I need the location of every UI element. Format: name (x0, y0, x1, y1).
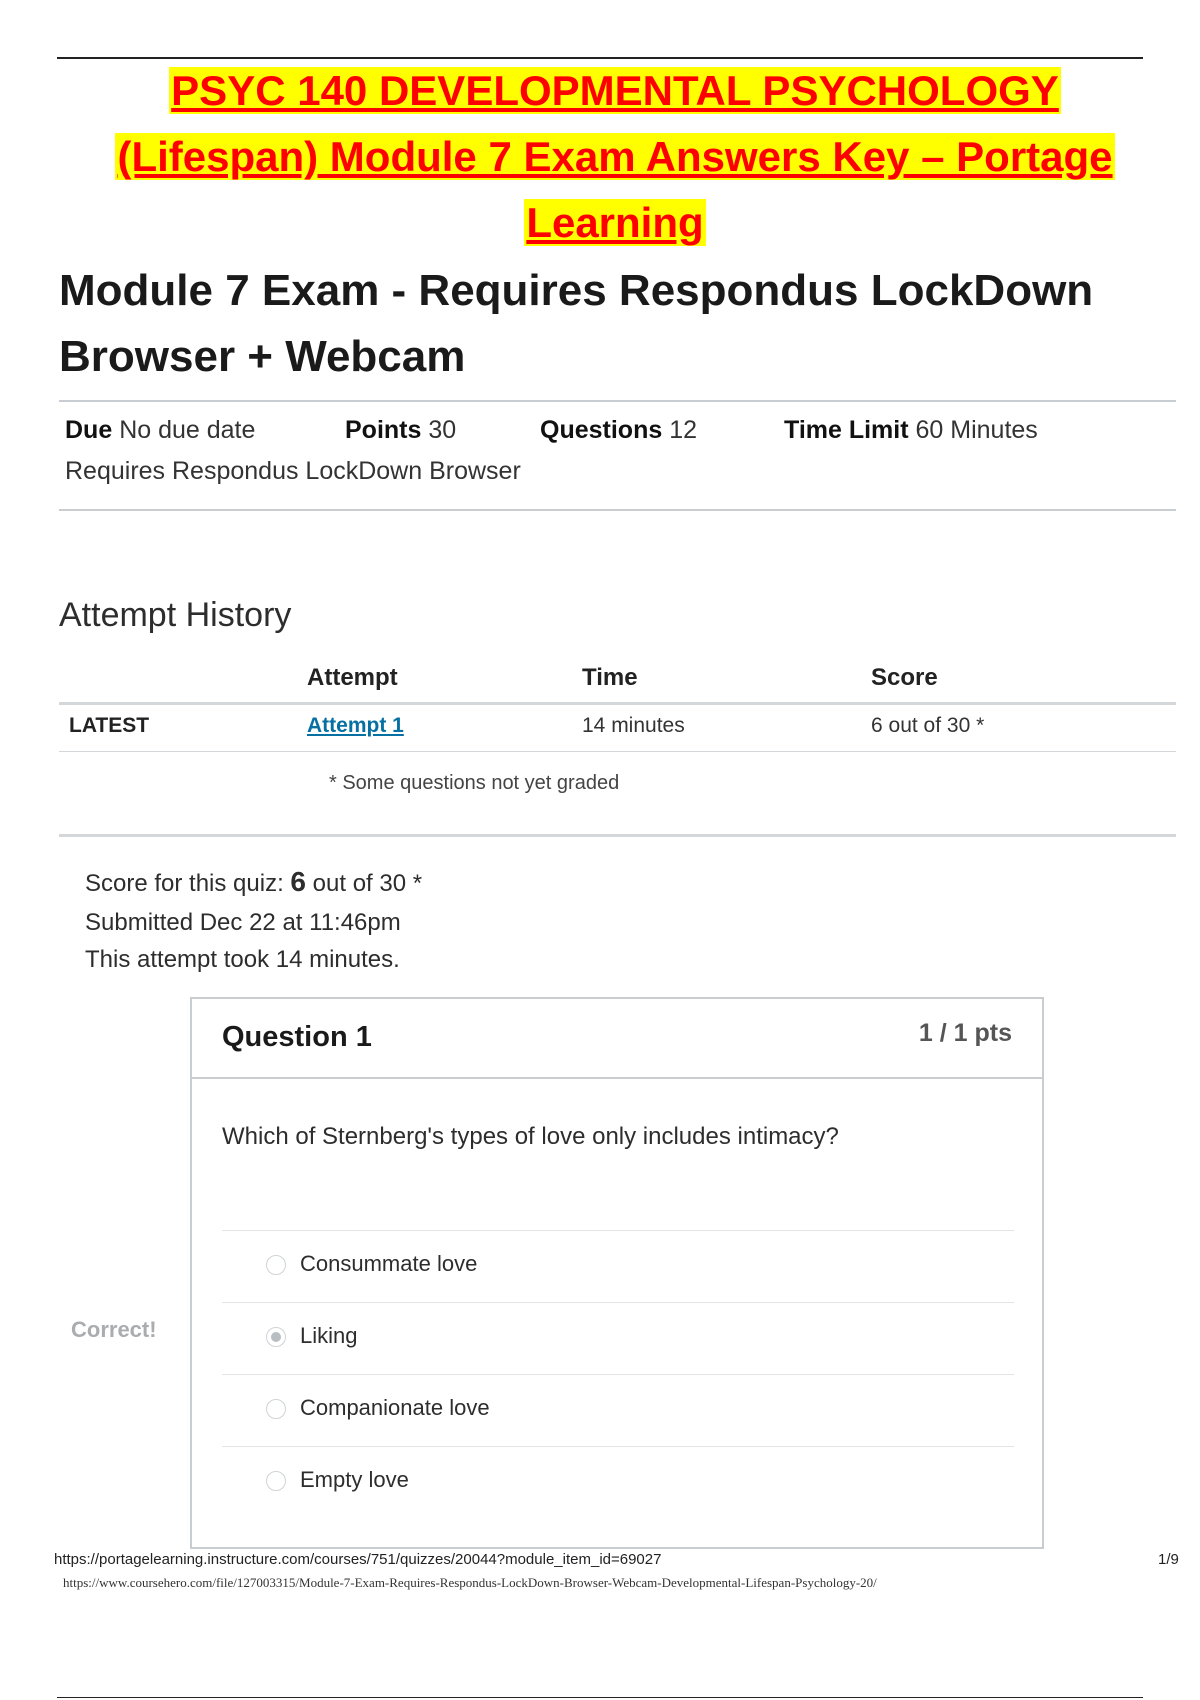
question-text: Which of Sternberg's types of love only includes intimacy? (222, 1123, 839, 1150)
meta-time-limit-value: 60 Minutes (915, 416, 1038, 444)
meta-bottom-divider (59, 509, 1176, 511)
page-title (59, 258, 1169, 390)
page-number: 1/9 (1158, 1551, 1179, 1568)
bottom-divider (57, 1697, 1143, 1698)
meta-points-value: 30 (428, 416, 457, 444)
answer-option[interactable] (222, 1230, 1014, 1303)
question-title: Question 1 (222, 1021, 372, 1053)
answer-label: Liking (300, 1323, 358, 1348)
print-url-footer: https://portagelearning.instructure.com/courses/751/quizzes/20044?module_item_id=69027 (54, 1551, 662, 1568)
meta-time-limit-label: Time Limit (784, 416, 909, 444)
answer-label: Companionate love (300, 1395, 490, 1420)
radio-button-selected-icon[interactable] (266, 1327, 286, 1347)
column-header-time: Time (582, 664, 638, 691)
meta-questions-value: 12 (669, 416, 698, 444)
attempt-row-tag: LATEST (69, 714, 150, 737)
answer-option-selected[interactable] (222, 1302, 1014, 1375)
meta-points-label: Points (345, 416, 422, 444)
attempt-row-time: 14 minutes (582, 714, 685, 737)
answer-label: Consummate love (300, 1251, 478, 1276)
attempt-history-title: Attempt History (59, 596, 292, 634)
history-bottom-divider (59, 834, 1176, 837)
meta-due (65, 416, 255, 445)
banner-line-1: PSYC 140 DEVELOPMENTAL PSYCHOLOGY (171, 67, 1059, 114)
meta-requirement: Requires Respondus LockDown Browser (65, 457, 521, 485)
score-value: 6 (290, 866, 306, 897)
page-title-line-1: Module 7 Exam - Requires Respondus LockDown (59, 266, 1094, 315)
banner-line-2: (Lifespan) Module 7 Exam Answers Key – Portage (117, 133, 1113, 180)
table-header-divider (59, 702, 1176, 705)
meta-due-value: No due date (119, 416, 256, 444)
column-header-score: Score (871, 664, 938, 691)
column-header-attempt: Attempt (307, 664, 398, 691)
source-url-footer: https://www.coursehero.com/file/127003315/Module-7-Exam-Requires-Respondus-LockDown-Browser-Webcam-Developmental-Lifespan-Psychology-20/ (63, 1575, 877, 1590)
answer-label: Empty love (300, 1467, 409, 1492)
grading-note: * Some questions not yet graded (329, 772, 620, 794)
radio-button-icon[interactable] (266, 1471, 286, 1491)
attempt-duration: This attempt took 14 minutes. (85, 946, 400, 973)
banner-line-3: Learning (526, 199, 704, 246)
answer-option[interactable] (222, 1446, 1014, 1519)
meta-time-limit (784, 416, 1038, 445)
attempt-1-link[interactable]: Attempt 1 (307, 714, 404, 737)
question-card (190, 997, 1044, 1549)
correct-feedback-label: Correct! (71, 1317, 157, 1342)
attempt-row-score: 6 out of 30 * (871, 714, 985, 737)
page-title-line-2: Browser + Webcam (59, 332, 466, 381)
submitted-timestamp: Submitted Dec 22 at 11:46pm (85, 909, 401, 936)
radio-button-icon[interactable] (266, 1255, 286, 1275)
meta-points (345, 416, 456, 445)
table-row-divider (59, 751, 1176, 752)
score-suffix: out of 30 * (312, 870, 423, 897)
quiz-score-summary (85, 866, 422, 898)
meta-questions (540, 416, 697, 445)
radio-button-icon[interactable] (266, 1399, 286, 1419)
score-prefix: Score for this quiz: (85, 870, 284, 897)
question-points: 1 / 1 pts (918, 1019, 1012, 1047)
meta-top-divider (59, 400, 1176, 402)
answer-option[interactable] (222, 1374, 1014, 1447)
document-banner-title (60, 58, 1170, 256)
meta-due-label: Due (65, 416, 113, 444)
meta-questions-label: Questions (540, 416, 663, 444)
question-header (192, 999, 1042, 1079)
